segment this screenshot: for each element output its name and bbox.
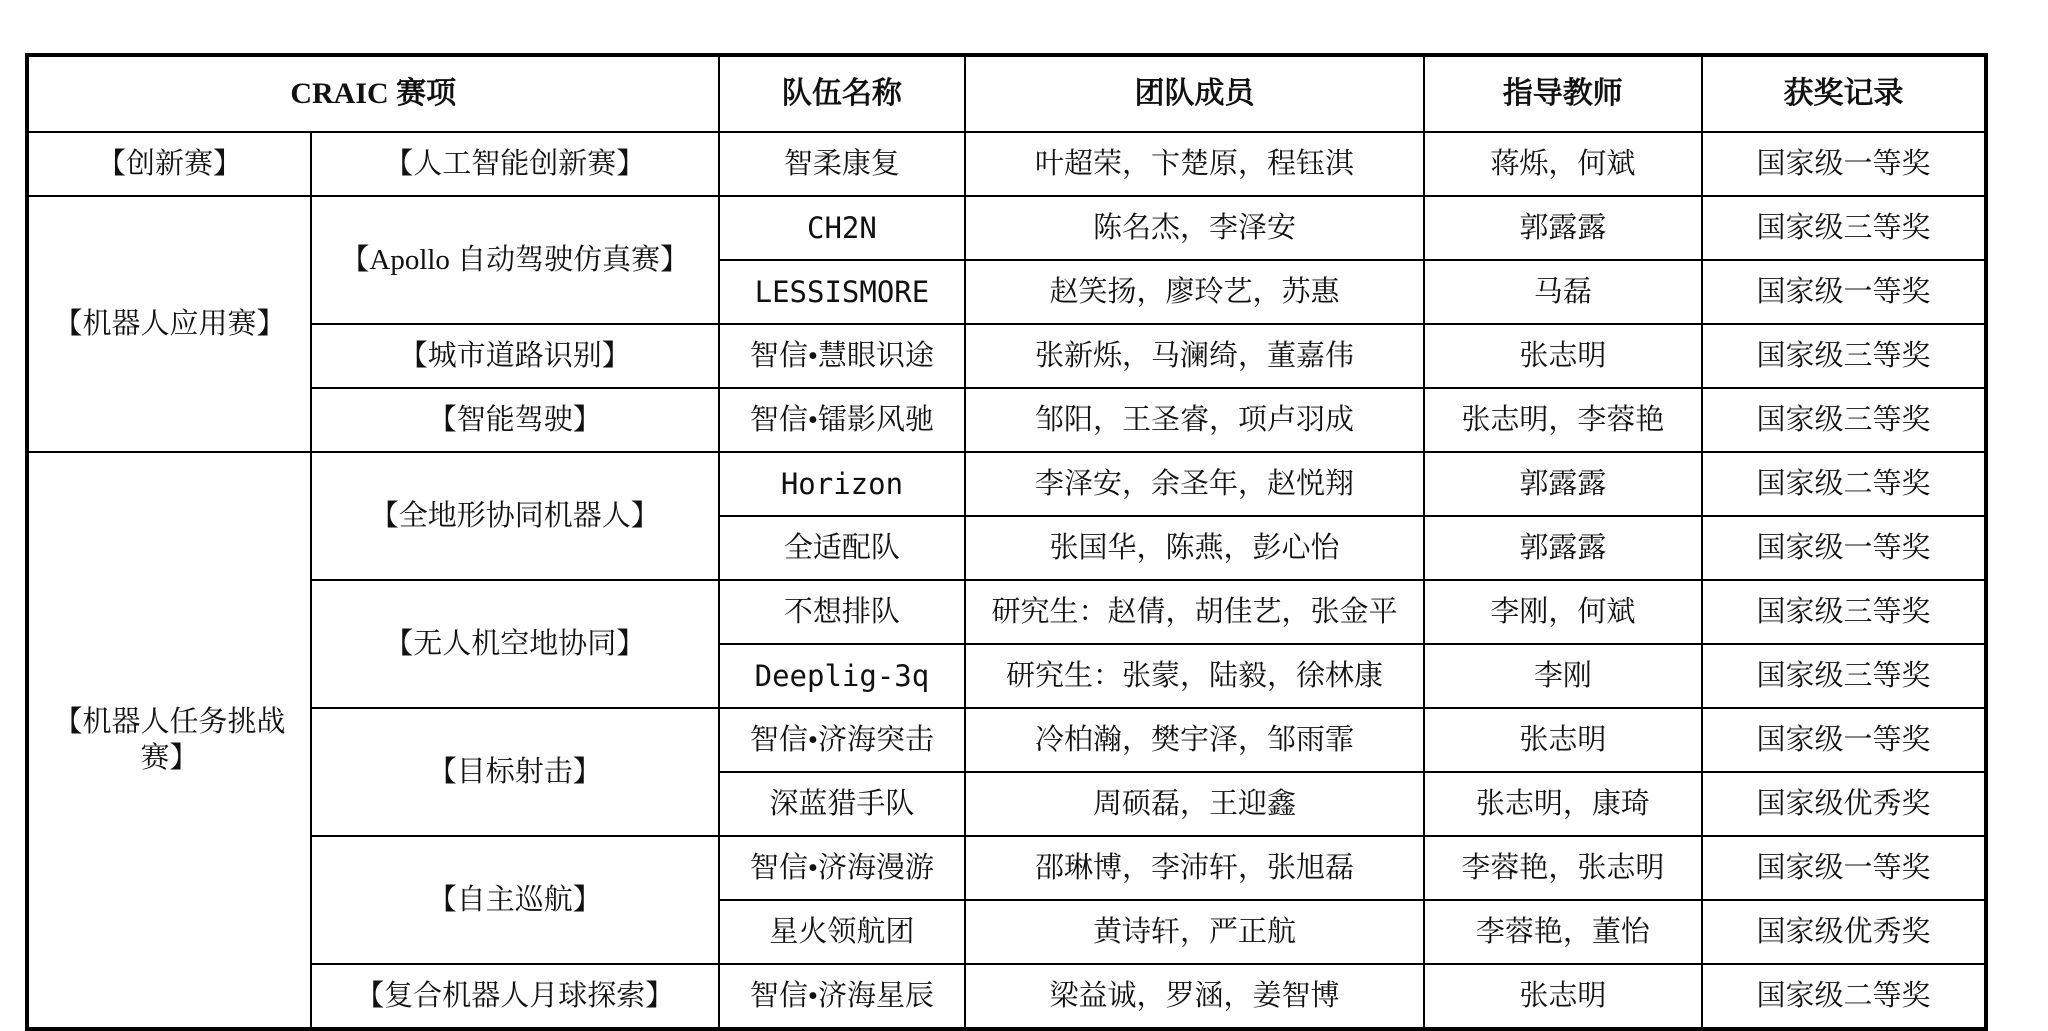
award-cell: 国家级三等奖 (1702, 580, 1986, 644)
table-row (27, 964, 1986, 1029)
award-cell: 国家级一等奖 (1702, 260, 1986, 324)
table-row (27, 708, 1986, 772)
team-name-cell: 深蓝猎手队 (719, 772, 966, 836)
header-advisor: 指导教师 (1424, 55, 1702, 132)
members-cell: 黄诗轩，严正航 (965, 900, 1423, 964)
advisors-cell: 蒋烁，何斌 (1424, 132, 1702, 196)
table-header (27, 55, 1986, 132)
members-cell: 冷柏瀚，樊宇泽，邹雨霏 (965, 708, 1423, 772)
members-cell: 陈名杰，李泽安 (965, 196, 1423, 260)
team-name-cell: LESSISMORE (719, 260, 966, 324)
advisors-cell: 张志明，李蓉艳 (1424, 388, 1702, 452)
members-cell: 研究生：赵倩，胡佳艺，张金平 (965, 580, 1423, 644)
header-team-name: 队伍名称 (719, 55, 966, 132)
advisors-cell: 张志明 (1424, 324, 1702, 388)
members-cell: 邹阳，王圣睿，项卢羽成 (965, 388, 1423, 452)
header-members: 团队成员 (965, 55, 1423, 132)
members-cell: 李泽安，余圣年，赵悦翔 (965, 452, 1423, 516)
event-cell: 【目标射击】 (311, 708, 718, 836)
advisors-cell: 张志明 (1424, 708, 1702, 772)
advisors-cell: 李刚，何斌 (1424, 580, 1702, 644)
award-cell: 国家级优秀奖 (1702, 900, 1986, 964)
team-name-cell: CH2N (719, 196, 966, 260)
event-cell: 【人工智能创新赛】 (311, 132, 718, 196)
team-name-cell: Horizon (719, 452, 966, 516)
team-name-cell: 智信•济海星辰 (719, 964, 966, 1029)
members-cell: 张国华，陈燕，彭心怡 (965, 516, 1423, 580)
group-cell: 【机器人应用赛】 (27, 196, 311, 452)
event-cell: 【无人机空地协同】 (311, 580, 718, 708)
advisors-cell: 李刚 (1424, 644, 1702, 708)
header-competition: CRAIC 赛项 (27, 55, 719, 132)
members-cell: 赵笑扬，廖玲艺，苏惠 (965, 260, 1423, 324)
team-name-cell: 智信•济海漫游 (719, 836, 966, 900)
members-cell: 梁益诚，罗涵，姜智博 (965, 964, 1423, 1029)
table-body (27, 132, 1986, 1029)
team-name-cell: 星火领航团 (719, 900, 966, 964)
header-award: 获奖记录 (1702, 55, 1986, 132)
craic-award-table (25, 53, 1988, 1031)
table-row (27, 836, 1986, 900)
award-cell: 国家级二等奖 (1702, 452, 1986, 516)
advisors-cell: 张志明，康琦 (1424, 772, 1702, 836)
table-row (27, 580, 1986, 644)
advisors-cell: 郭露露 (1424, 196, 1702, 260)
award-cell: 国家级三等奖 (1702, 388, 1986, 452)
event-cell: 【复合机器人月球探索】 (311, 964, 718, 1029)
table-row (27, 452, 1986, 516)
members-cell: 周硕磊，王迎鑫 (965, 772, 1423, 836)
event-cell: 【全地形协同机器人】 (311, 452, 718, 580)
table-row (27, 196, 1986, 260)
advisors-cell: 郭露露 (1424, 452, 1702, 516)
table-row (27, 132, 1986, 196)
award-cell: 国家级一等奖 (1702, 708, 1986, 772)
team-name-cell: 智信•镭影风驰 (719, 388, 966, 452)
award-cell: 国家级三等奖 (1702, 644, 1986, 708)
table-row (27, 324, 1986, 388)
award-cell: 国家级一等奖 (1702, 836, 1986, 900)
award-cell: 国家级一等奖 (1702, 132, 1986, 196)
advisors-cell: 马磊 (1424, 260, 1702, 324)
advisors-cell: 李蓉艳，董怡 (1424, 900, 1702, 964)
team-name-cell: 智信•慧眼识途 (719, 324, 966, 388)
team-name-cell: Deeplig-3q (719, 644, 966, 708)
group-cell: 【机器人任务挑战赛】 (27, 452, 311, 1029)
members-cell: 邵琳博，李沛轩，张旭磊 (965, 836, 1423, 900)
advisors-cell: 李蓉艳，张志明 (1424, 836, 1702, 900)
advisors-cell: 张志明 (1424, 964, 1702, 1029)
table-row (27, 388, 1986, 452)
award-cell: 国家级二等奖 (1702, 964, 1986, 1029)
advisors-cell: 郭露露 (1424, 516, 1702, 580)
team-name-cell: 智柔康复 (719, 132, 966, 196)
team-name-cell: 不想排队 (719, 580, 966, 644)
members-cell: 叶超荣，卞楚原，程钰淇 (965, 132, 1423, 196)
group-cell: 【创新赛】 (27, 132, 311, 196)
award-cell: 国家级三等奖 (1702, 196, 1986, 260)
award-cell: 国家级一等奖 (1702, 516, 1986, 580)
award-cell: 国家级三等奖 (1702, 324, 1986, 388)
event-cell: 【城市道路识别】 (311, 324, 718, 388)
team-name-cell: 全适配队 (719, 516, 966, 580)
header-row (27, 55, 1986, 132)
event-cell: 【智能驾驶】 (311, 388, 718, 452)
event-cell: 【自主巡航】 (311, 836, 718, 964)
event-cell: 【Apollo 自动驾驶仿真赛】 (311, 196, 718, 324)
team-name-cell: 智信•济海突击 (719, 708, 966, 772)
award-cell: 国家级优秀奖 (1702, 772, 1986, 836)
members-cell: 张新烁，马澜绮，董嘉伟 (965, 324, 1423, 388)
members-cell: 研究生：张蒙，陆毅，徐林康 (965, 644, 1423, 708)
